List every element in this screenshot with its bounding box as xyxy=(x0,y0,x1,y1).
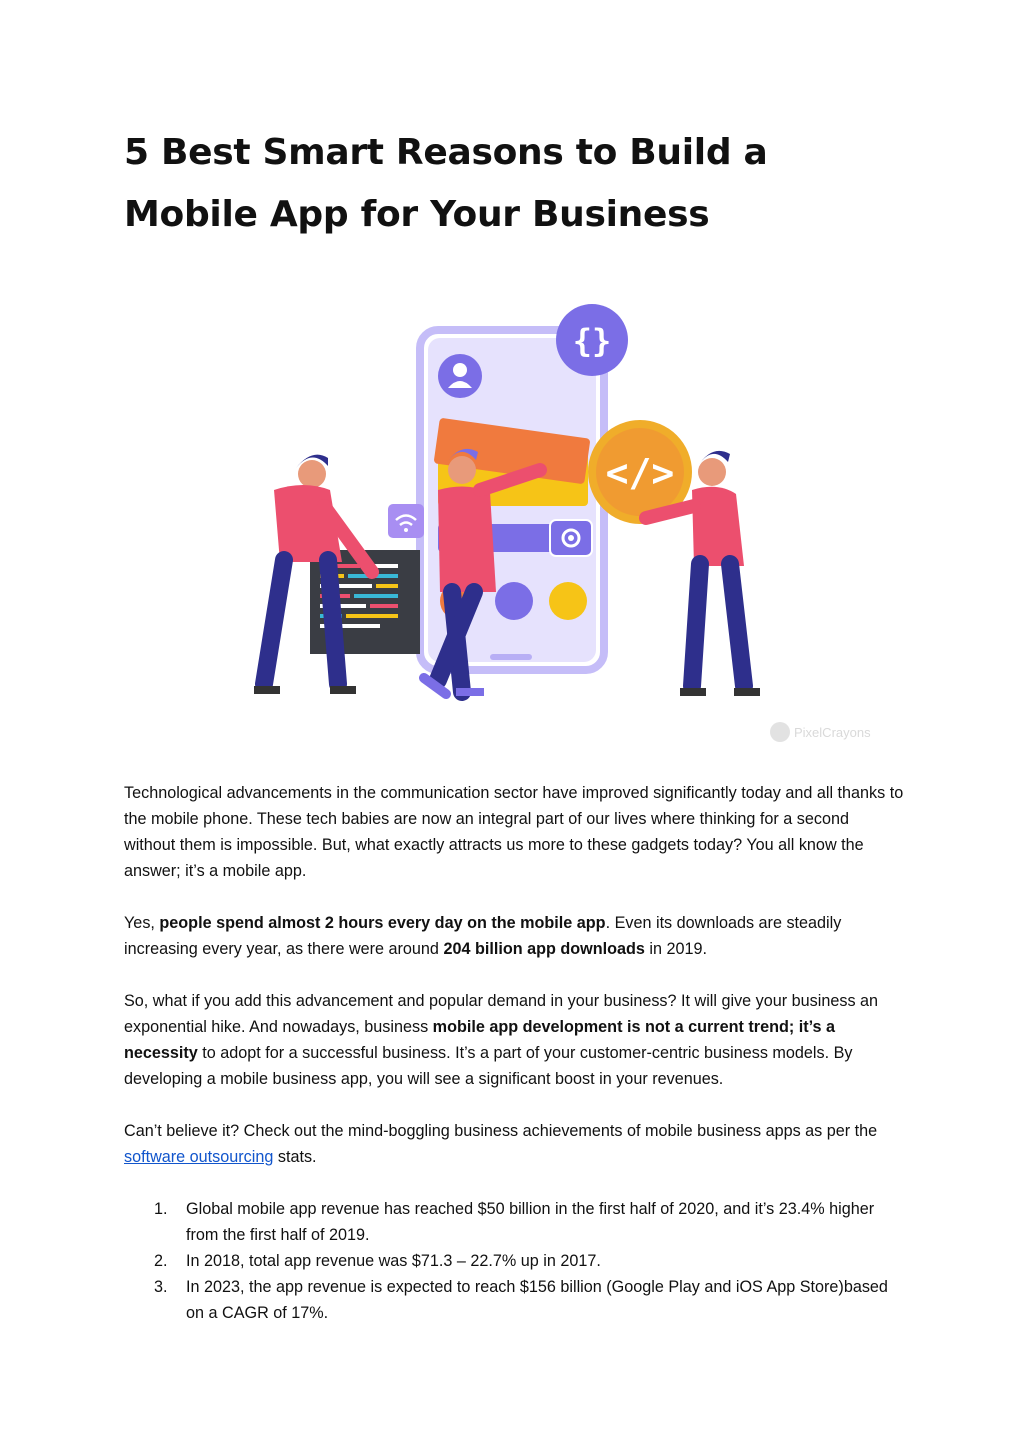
list-item xyxy=(124,1196,904,1248)
list-number: 2. xyxy=(154,1252,168,1270)
paragraph-intro: Technological advancements in the communication sector have improved significantly today and all thanks to the mobile phone. These tech babies are now an integral part of our lives where thinking for a second without them is impossible. But, what exactly attracts us more to these gadgets today? You all know the answer; it’s a mobile app. xyxy=(124,784,904,880)
text-run: Yes, xyxy=(124,914,160,932)
list-item xyxy=(124,1274,904,1326)
wifi-icon xyxy=(388,504,424,538)
list-number: 1. xyxy=(154,1200,168,1218)
text-run: stats. xyxy=(273,1148,317,1166)
paragraph-stats-intro xyxy=(124,1118,904,1170)
svg-text:PixelCrayons: PixelCrayons xyxy=(794,725,871,740)
bold-text: 204 billion app downloads xyxy=(443,940,645,958)
mobile-app-team-illustration xyxy=(124,258,904,770)
text-run: Can’t believe it? Check out the mind-boggling business achievements of mobile business apps as per the xyxy=(124,1122,878,1140)
hero-illustration xyxy=(124,258,904,770)
stats-list xyxy=(124,1196,904,1326)
list-item xyxy=(124,1248,904,1274)
software-outsourcing-link[interactable]: software outsourcing xyxy=(124,1148,274,1166)
svg-text:{}: {} xyxy=(572,322,612,360)
text-run: in 2019. xyxy=(644,940,708,958)
bold-text: people spend almost 2 hours every day on the mobile app xyxy=(159,914,606,932)
list-text: In 2018, total app revenue was $71.3 – 22.7% up in 2017. xyxy=(186,1252,601,1270)
paragraph-usage xyxy=(124,910,904,962)
watermark-logo xyxy=(770,722,871,742)
paragraph-business xyxy=(124,988,904,1092)
bold-text: mobile app development is not a current trend; it’s a necessity xyxy=(124,1018,836,1062)
list-text: In 2023, the app revenue is expected to reach $156 billion (Google Play and iOS App Store)based on a CAGR of 17%. xyxy=(186,1278,888,1322)
list-number: 3. xyxy=(154,1278,168,1296)
list-text: Global mobile app revenue has reached $50 billion in the first half of 2020, and it’s 23.4% higher from the first half of 2019. xyxy=(186,1200,875,1244)
article-body xyxy=(124,780,904,1326)
code-braces-icon xyxy=(556,304,628,376)
text-run: . Even its downloads are steadily increasing every year, as there were around xyxy=(124,914,842,958)
text-run: to adopt for a successful business. It’s a part of your customer-centric business models. By developing a mobile business app, you will see a significant boost in your revenues. xyxy=(124,1044,853,1088)
page-title: 5 Best Smart Reasons to Build a Mobile App for Your Business xyxy=(124,132,768,235)
text-run: So, what if you add this advancement and popular demand in your business? It will give your business an exponential hike. And nowadays, business xyxy=(124,992,879,1036)
svg-text:</>: </> xyxy=(605,451,675,495)
